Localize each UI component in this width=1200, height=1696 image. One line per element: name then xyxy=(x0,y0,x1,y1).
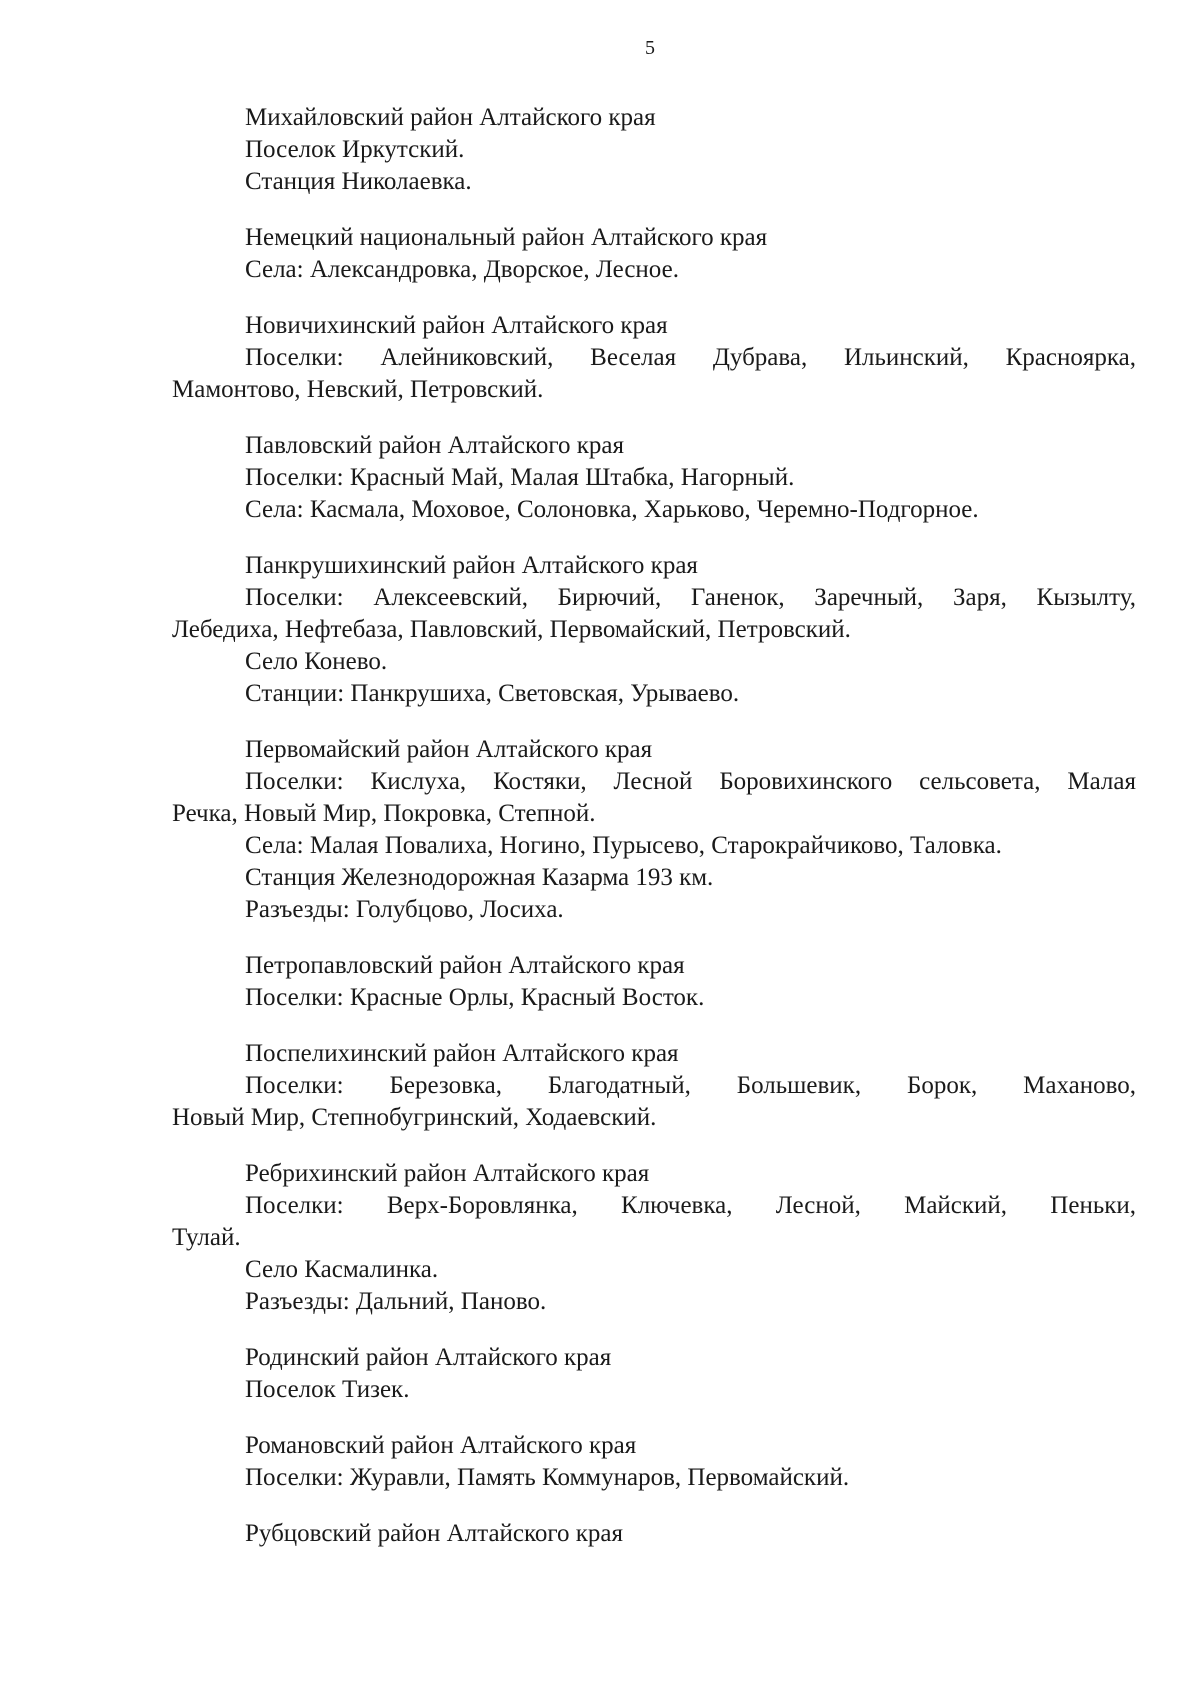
settlement-line: Села: Александровка, Дворское, Лесное. xyxy=(245,256,679,283)
district-section xyxy=(172,222,1136,286)
district-heading: Михайловский район Алтайского края xyxy=(245,104,656,131)
settlement-line-continued: Тулай. xyxy=(172,1224,241,1251)
district-heading: Павловский район Алтайского края xyxy=(245,432,624,459)
settlement-line-continued: Новый Мир, Степнобугринский, Ходаевский. xyxy=(172,1104,657,1131)
settlement-line: Село Касмалинка. xyxy=(245,1256,439,1283)
settlement-line: Разъезды: Дальний, Паново. xyxy=(245,1288,547,1315)
district-section xyxy=(172,1518,1136,1550)
settlement-line: Поселки: Красные Орлы, Красный Восток. xyxy=(245,984,705,1011)
district-section xyxy=(172,1342,1136,1406)
district-heading: Панкрушихинский район Алтайского края xyxy=(245,552,698,579)
settlement-line: Поселки: Алексеевский, Бирючий, Ганенок, Заречный, Заря, Кызылту, xyxy=(245,584,1136,611)
settlement-line-continued: Речка, Новый Мир, Покровка, Степной. xyxy=(172,800,596,827)
district-heading: Родинский район Алтайского края xyxy=(245,1344,612,1371)
document-body xyxy=(172,102,1136,1574)
settlement-line: Станции: Панкрушиха, Световская, Урываево. xyxy=(245,680,740,707)
settlement-line: Села: Касмала, Моховое, Солоновка, Харьково, Черемно-Подгорное. xyxy=(245,496,979,523)
district-section xyxy=(172,1158,1136,1318)
settlement-line: Село Конево. xyxy=(245,648,388,675)
district-section xyxy=(172,1038,1136,1134)
district-section xyxy=(172,950,1136,1014)
district-section xyxy=(172,102,1136,198)
district-heading: Первомайский район Алтайского края xyxy=(245,736,653,763)
district-section xyxy=(172,1430,1136,1494)
settlement-line: Села: Малая Повалиха, Ногино, Пурысево, Старокрайчиково, Таловка. xyxy=(245,832,1002,859)
district-section xyxy=(172,734,1136,926)
settlement-line: Разъезды: Голубцово, Лосиха. xyxy=(245,896,564,923)
settlement-line: Поселок Тизек. xyxy=(245,1376,410,1403)
settlement-line: Поселки: Алейниковский, Веселая Дубрава, Ильинский, Краснoярка, xyxy=(245,344,1136,371)
district-heading: Ребрихинский район Алтайского края xyxy=(245,1160,650,1187)
district-section xyxy=(172,430,1136,526)
settlement-line: Поселки: Верх-Боровлянка, Ключевка, Лесной, Майский, Пеньки, xyxy=(245,1192,1136,1219)
settlement-line: Поселок Иркутский. xyxy=(245,136,465,163)
settlement-line: Станция Николаевка. xyxy=(245,168,472,195)
settlement-line: Поселки: Березовка, Благодатный, Большевик, Борок, Маханово, xyxy=(245,1072,1136,1099)
settlement-line-continued: Лебедиха, Нефтебаза, Павловский, Первомайский, Петровский. xyxy=(172,616,851,643)
settlement-line: Поселки: Журавли, Память Коммунаров, Первомайский. xyxy=(245,1464,850,1491)
district-heading: Романовский район Алтайского края xyxy=(245,1432,637,1459)
district-heading: Рубцовский район Алтайского края xyxy=(245,1520,624,1547)
settlement-line: Поселки: Кислуха, Костяки, Лесной Боровихинского сельсовета, Малая xyxy=(245,768,1136,795)
settlement-line-continued: Мамонтово, Невский, Петровский. xyxy=(172,376,544,403)
district-section xyxy=(172,550,1136,710)
district-heading: Новичихинский район Алтайского края xyxy=(245,312,668,339)
district-section xyxy=(172,310,1136,406)
settlement-line: Станция Железнодорожная Казарма 193 км. xyxy=(245,864,714,891)
page-number: 5 xyxy=(645,37,655,59)
district-heading: Немецкий национальный район Алтайского края xyxy=(245,224,768,251)
settlement-line: Поселки: Красный Май, Малая Штабка, Нагорный. xyxy=(245,464,795,491)
district-heading: Поспелихинский район Алтайского края xyxy=(245,1040,679,1067)
district-heading: Петропавловский район Алтайского края xyxy=(245,952,685,979)
